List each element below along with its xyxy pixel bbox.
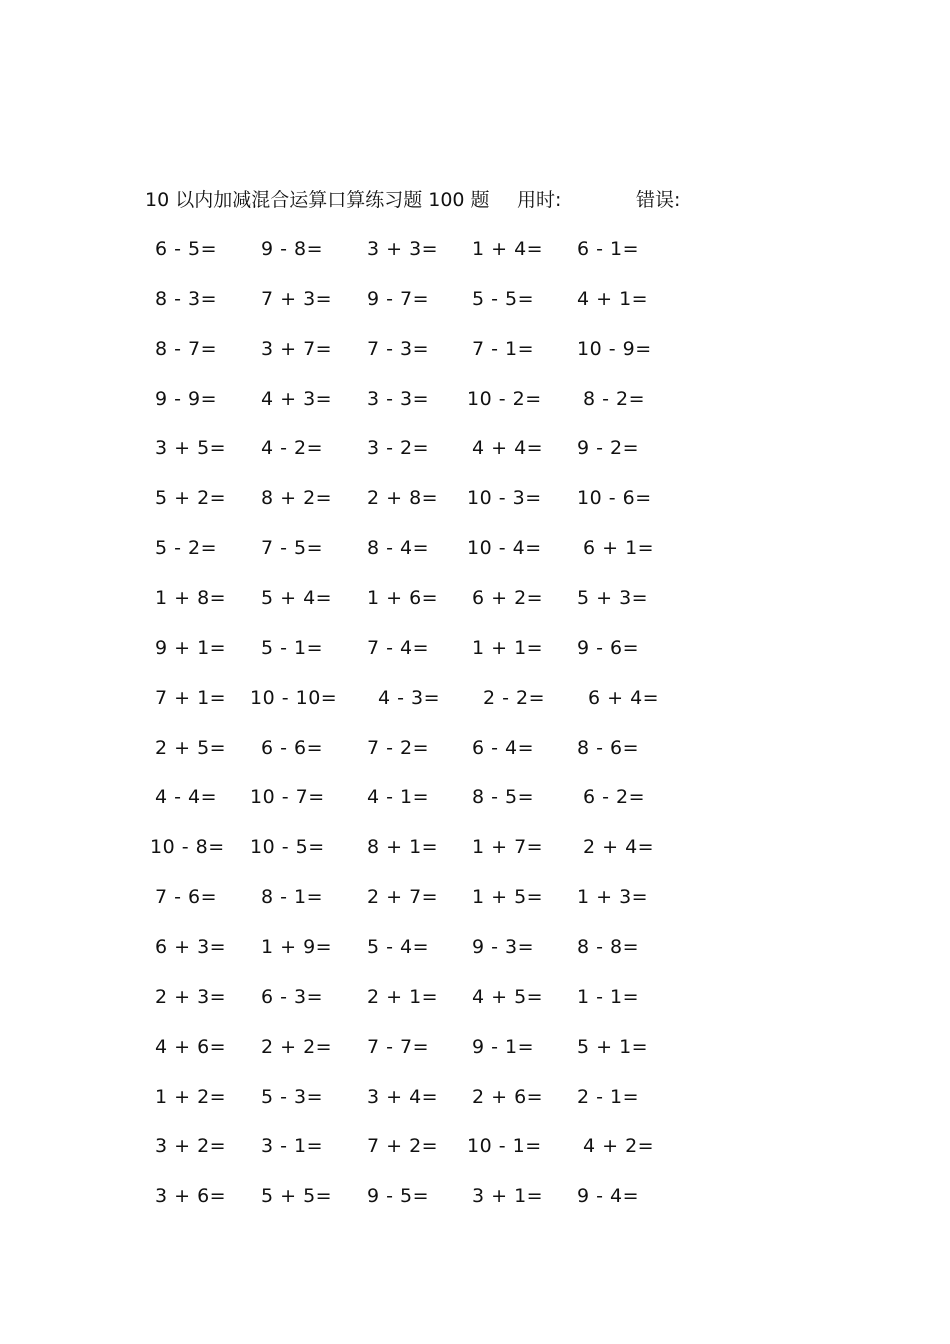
problem-row xyxy=(0,1181,950,1211)
problem-row xyxy=(0,982,950,1012)
arithmetic-problem: 8 - 5= xyxy=(472,786,535,809)
arithmetic-problem: 6 + 2= xyxy=(472,587,544,609)
arithmetic-problem: 7 + 3= xyxy=(261,287,333,310)
arithmetic-problem: 7 - 5= xyxy=(261,537,324,560)
arithmetic-problem: 4 - 3= xyxy=(378,686,441,709)
arithmetic-problem: 5 - 3= xyxy=(261,1085,324,1108)
arithmetic-problem: 1 - 1= xyxy=(577,985,640,1008)
arithmetic-problem: 9 - 2= xyxy=(577,437,640,460)
arithmetic-problem: 6 - 2= xyxy=(583,786,646,809)
arithmetic-problem: 7 - 1= xyxy=(472,337,535,360)
arithmetic-problem: 6 - 4= xyxy=(472,736,535,759)
arithmetic-problem: 5 - 1= xyxy=(261,636,324,659)
problem-row xyxy=(0,334,950,364)
arithmetic-problem: 3 - 1= xyxy=(261,1135,324,1158)
arithmetic-problem: 10 - 3= xyxy=(467,487,542,510)
arithmetic-problem: 1 + 3= xyxy=(577,886,649,909)
arithmetic-problem: 6 - 5= xyxy=(155,238,218,260)
arithmetic-problem: 6 - 1= xyxy=(577,238,640,260)
arithmetic-problem: 2 + 5= xyxy=(155,736,227,759)
errors-label: 错误: xyxy=(636,189,681,211)
arithmetic-problem: 9 - 4= xyxy=(577,1185,640,1208)
arithmetic-problem: 1 + 2= xyxy=(155,1085,227,1108)
arithmetic-problem: 8 - 4= xyxy=(367,537,430,560)
problem-row xyxy=(0,882,950,912)
arithmetic-problem: 8 + 2= xyxy=(261,487,333,510)
arithmetic-problem: 7 + 1= xyxy=(155,686,227,709)
arithmetic-problem: 4 - 2= xyxy=(261,437,324,460)
problem-row xyxy=(0,1032,950,1062)
arithmetic-problem: 9 - 8= xyxy=(261,238,324,260)
arithmetic-problem: 10 - 9= xyxy=(577,337,652,360)
arithmetic-problem: 3 - 3= xyxy=(367,387,430,410)
arithmetic-problem: 2 + 1= xyxy=(367,985,439,1008)
arithmetic-problem: 7 - 7= xyxy=(367,1035,430,1058)
arithmetic-problem: 3 + 6= xyxy=(155,1185,227,1208)
arithmetic-problem: 6 - 3= xyxy=(261,985,324,1008)
arithmetic-problem: 4 + 3= xyxy=(261,387,333,410)
arithmetic-problem: 8 - 8= xyxy=(577,935,640,958)
arithmetic-problem: 6 + 1= xyxy=(583,537,655,560)
arithmetic-problem: 4 + 5= xyxy=(472,985,544,1008)
problem-row xyxy=(0,234,950,264)
arithmetic-problem: 9 - 3= xyxy=(472,935,535,958)
arithmetic-problem: 3 + 1= xyxy=(472,1185,544,1208)
arithmetic-problem: 5 + 2= xyxy=(155,487,227,510)
arithmetic-problem: 7 - 6= xyxy=(155,886,218,909)
arithmetic-problem: 5 + 1= xyxy=(577,1035,649,1058)
arithmetic-problem: 10 - 4= xyxy=(467,537,542,560)
arithmetic-problem: 5 + 4= xyxy=(261,587,333,609)
arithmetic-problem: 6 - 6= xyxy=(261,736,324,759)
arithmetic-problem: 2 + 8= xyxy=(367,487,439,510)
time-spent-label: 用时: xyxy=(517,189,562,211)
arithmetic-problem: 8 - 1= xyxy=(261,886,324,909)
arithmetic-problem: 9 - 7= xyxy=(367,287,430,310)
arithmetic-problem: 2 + 2= xyxy=(261,1035,333,1058)
problem-row xyxy=(0,782,950,812)
arithmetic-problem: 3 + 3= xyxy=(367,238,439,260)
arithmetic-problem: 3 + 4= xyxy=(367,1085,439,1108)
arithmetic-problem: 2 + 7= xyxy=(367,886,439,909)
arithmetic-problem: 3 - 2= xyxy=(367,437,430,460)
arithmetic-problem: 8 - 2= xyxy=(583,387,646,410)
arithmetic-problem: 4 + 1= xyxy=(577,287,649,310)
arithmetic-problem: 7 - 3= xyxy=(367,337,430,360)
arithmetic-problem: 3 + 5= xyxy=(155,437,227,460)
arithmetic-problem: 8 - 7= xyxy=(155,337,218,360)
arithmetic-problem: 2 + 3= xyxy=(155,985,227,1008)
arithmetic-problem: 4 + 2= xyxy=(583,1135,655,1158)
arithmetic-problem: 10 - 1= xyxy=(467,1135,542,1158)
arithmetic-problem: 8 - 3= xyxy=(155,287,218,310)
arithmetic-problem: 1 + 9= xyxy=(261,935,333,958)
arithmetic-problem: 8 - 6= xyxy=(577,736,640,759)
arithmetic-problem: 5 + 5= xyxy=(261,1185,333,1208)
problem-row xyxy=(0,583,950,613)
arithmetic-problem: 2 + 4= xyxy=(583,836,655,859)
arithmetic-problem: 10 - 5= xyxy=(250,836,325,859)
arithmetic-problem: 10 - 7= xyxy=(250,786,325,809)
arithmetic-problem: 7 - 2= xyxy=(367,736,430,759)
problem-row xyxy=(0,633,950,663)
arithmetic-problem: 2 - 1= xyxy=(577,1085,640,1108)
arithmetic-problem: 3 + 7= xyxy=(261,337,333,360)
problem-row xyxy=(0,384,950,414)
arithmetic-problem: 9 - 1= xyxy=(472,1035,535,1058)
problem-row xyxy=(0,433,950,463)
arithmetic-problem: 6 + 4= xyxy=(588,686,660,709)
arithmetic-problem: 6 + 3= xyxy=(155,935,227,958)
arithmetic-problem: 1 + 8= xyxy=(155,587,227,609)
arithmetic-problem: 1 + 1= xyxy=(472,636,544,659)
problem-row xyxy=(0,683,950,713)
arithmetic-problem: 4 + 4= xyxy=(472,437,544,460)
problem-row xyxy=(0,1131,950,1161)
arithmetic-problem: 10 - 8= xyxy=(150,836,225,859)
arithmetic-problem: 2 - 2= xyxy=(483,686,546,709)
arithmetic-problem: 8 + 1= xyxy=(367,836,439,859)
arithmetic-problem: 10 - 2= xyxy=(467,387,542,410)
arithmetic-problem: 4 + 6= xyxy=(155,1035,227,1058)
worksheet-title: 10 以内加减混合运算口算练习题 100 题 xyxy=(145,189,490,211)
problem-row xyxy=(0,733,950,763)
arithmetic-problem: 1 + 6= xyxy=(367,587,439,609)
arithmetic-problem: 7 + 2= xyxy=(367,1135,439,1158)
problem-row xyxy=(0,832,950,862)
arithmetic-problem: 1 + 7= xyxy=(472,836,544,859)
problem-row xyxy=(0,284,950,314)
arithmetic-problem: 10 - 6= xyxy=(577,487,652,510)
arithmetic-problem: 5 + 3= xyxy=(577,587,649,609)
arithmetic-problem: 9 + 1= xyxy=(155,636,227,659)
arithmetic-problem: 5 - 4= xyxy=(367,935,430,958)
arithmetic-problem: 1 + 5= xyxy=(472,886,544,909)
arithmetic-problem: 2 + 6= xyxy=(472,1085,544,1108)
arithmetic-problem: 9 - 9= xyxy=(155,387,218,410)
arithmetic-problem: 7 - 4= xyxy=(367,636,430,659)
arithmetic-problem: 10 - 10= xyxy=(250,686,338,709)
arithmetic-problem: 4 - 4= xyxy=(155,786,218,809)
problem-row xyxy=(0,483,950,513)
arithmetic-problem: 4 - 1= xyxy=(367,786,430,809)
problem-row xyxy=(0,533,950,563)
arithmetic-problem: 9 - 5= xyxy=(367,1185,430,1208)
arithmetic-problem: 9 - 6= xyxy=(577,636,640,659)
problem-row xyxy=(0,932,950,962)
arithmetic-problem: 3 + 2= xyxy=(155,1135,227,1158)
arithmetic-problem: 5 - 2= xyxy=(155,537,218,560)
arithmetic-problem: 1 + 4= xyxy=(472,238,544,260)
arithmetic-problem: 5 - 5= xyxy=(472,287,535,310)
problem-row xyxy=(0,1082,950,1112)
